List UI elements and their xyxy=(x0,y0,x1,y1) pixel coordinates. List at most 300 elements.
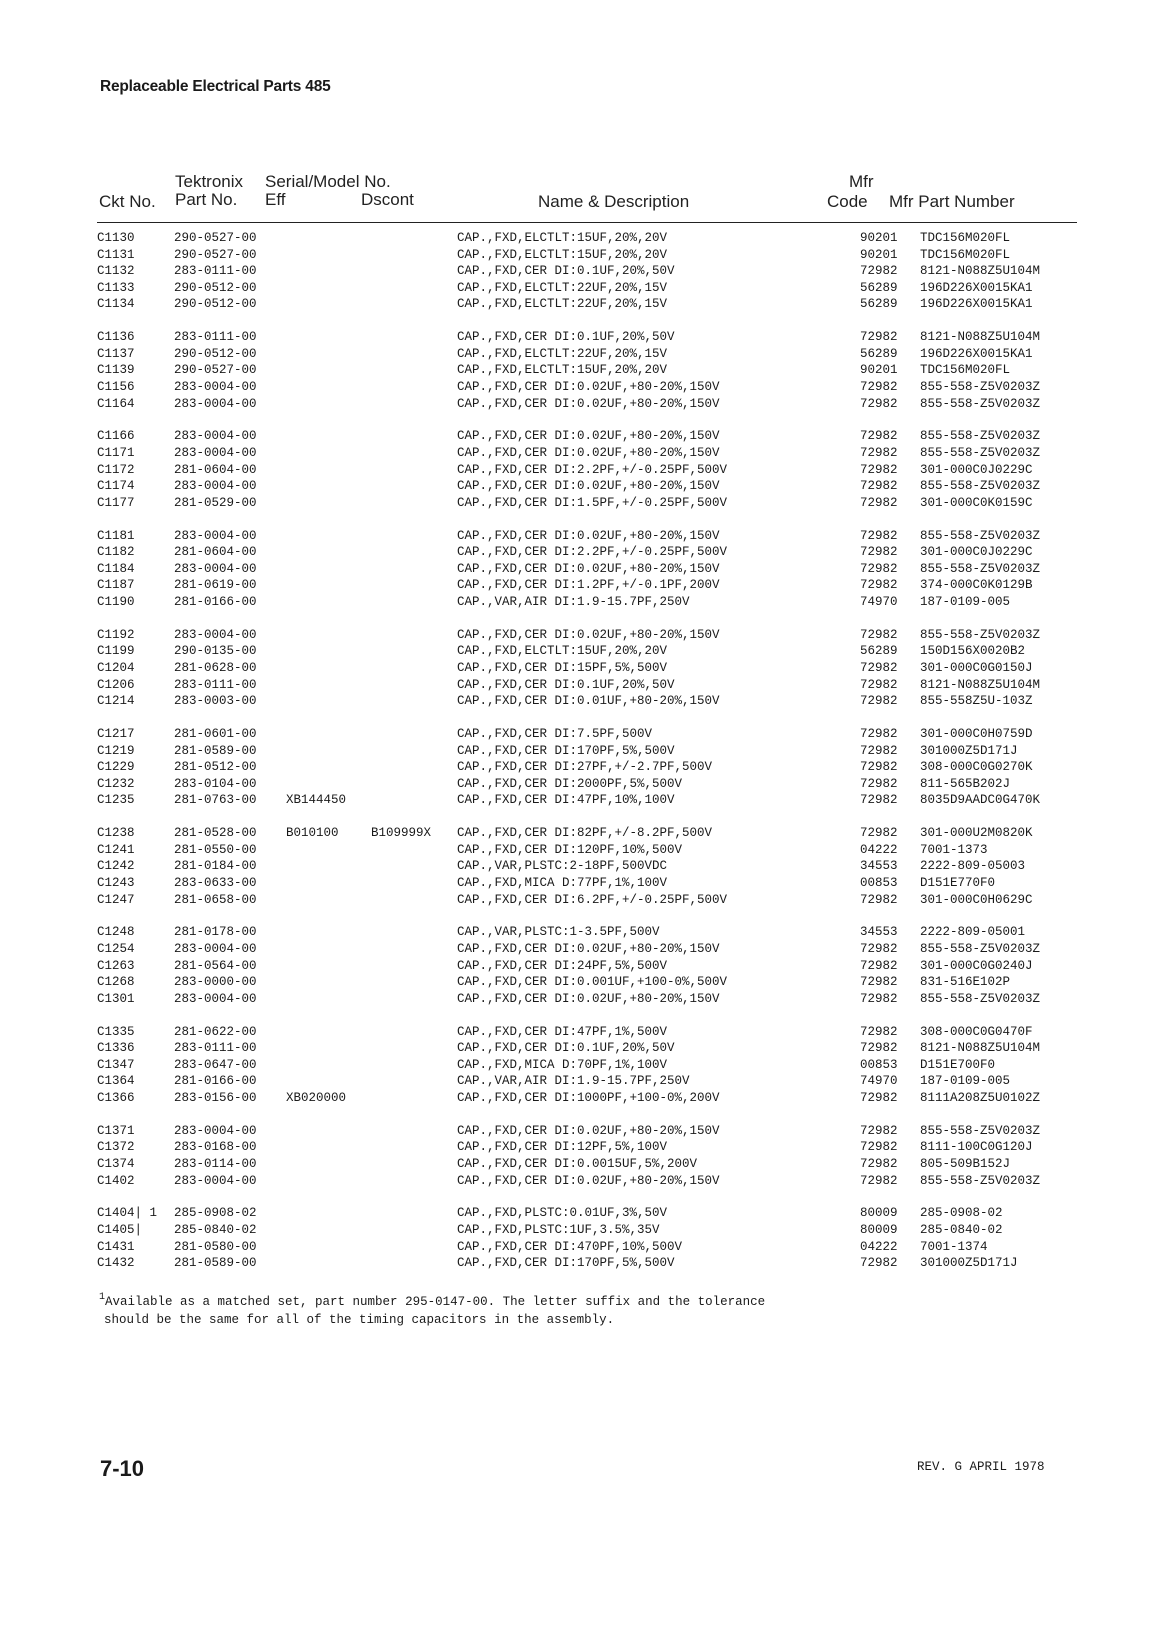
cell-ckt: C1243 xyxy=(97,876,135,890)
cell-desc: CAP.,FXD,CER DI:0.02UF,+80-20%,150V xyxy=(457,942,720,956)
cell-mpn: 855-558-Z5V0203Z xyxy=(920,396,1041,411)
cell-eff: B010100 xyxy=(286,826,339,841)
cell-desc: CAP.,FXD,ELCTLT:15UF,20%,20V xyxy=(457,363,668,378)
cell-code: 72982 xyxy=(860,1123,898,1138)
cell-ckt: C1166 xyxy=(97,429,135,444)
table-row xyxy=(0,1139,1156,1156)
cell-part: 290-0512-00 xyxy=(174,280,257,295)
cell-part: 281-0528-00 xyxy=(174,826,257,841)
cell-ckt: C1190 xyxy=(97,595,135,609)
cell-part: 283-0168-00 xyxy=(174,1140,257,1155)
cell-code: 34553 xyxy=(860,859,898,874)
cell-desc: CAP.,FXD,CER DI:1000PF,+100-0%,200V xyxy=(457,1091,720,1105)
cell-ckt: C1133 xyxy=(97,280,135,295)
cell-part: 281-0763-00 xyxy=(174,793,257,808)
table-row xyxy=(0,1040,1156,1057)
cell-part: 283-0111-00 xyxy=(174,1041,257,1056)
table-row xyxy=(0,495,1156,512)
cell-mpn: 855-558-Z5V0203Z xyxy=(920,1173,1041,1188)
cell-code: 56289 xyxy=(860,346,898,361)
cell-ckt: C1402 xyxy=(97,1173,135,1188)
col-header-serial-model: Serial/Model No. xyxy=(265,172,391,191)
table-row xyxy=(0,445,1156,462)
cell-code: 90201 xyxy=(860,363,898,378)
cell-part: 281-0166-00 xyxy=(174,595,257,609)
cell-mpn: 301-000C0J0229C xyxy=(920,462,1033,477)
cell-part: 283-0004-00 xyxy=(174,942,257,956)
cell-ckt: C1184 xyxy=(97,561,135,576)
cell-code: 72982 xyxy=(860,892,898,907)
cell-ckt: C1177 xyxy=(97,495,135,510)
cell-mpn: 831-516E102P xyxy=(920,975,1011,990)
cell-mpn: TDC156M020FL xyxy=(920,231,1011,245)
cell-code: 72982 xyxy=(860,1140,898,1155)
cell-part: 283-0633-00 xyxy=(174,876,257,890)
cell-desc: CAP.,VAR,PLSTC:1-3.5PF,500V xyxy=(457,925,660,940)
table-row xyxy=(0,594,1156,611)
cell-ckt: C1364 xyxy=(97,1074,135,1089)
cell-part: 283-0111-00 xyxy=(174,330,257,345)
cell-part: 281-0580-00 xyxy=(174,1239,257,1254)
table-row xyxy=(0,924,1156,941)
cell-mpn: 811-565B202J xyxy=(920,776,1011,791)
cell-mpn: D151E770F0 xyxy=(920,876,996,890)
table-row xyxy=(0,296,1156,313)
cell-part: 281-0529-00 xyxy=(174,495,257,510)
cell-mpn: 285-0840-02 xyxy=(920,1223,1003,1237)
cell-part: 281-0619-00 xyxy=(174,578,257,593)
cell-part: 290-0527-00 xyxy=(174,231,257,245)
table-row xyxy=(0,660,1156,677)
cell-part: 285-0908-02 xyxy=(174,1206,257,1221)
footnote-line-1 xyxy=(99,1293,765,1311)
table-row xyxy=(0,362,1156,379)
cell-code: 72982 xyxy=(860,627,898,642)
cell-desc: CAP.,FXD,CER DI:47PF,10%,100V xyxy=(457,793,675,808)
cell-part: 283-0000-00 xyxy=(174,975,257,990)
footnote-marker: 1 xyxy=(99,1292,106,1303)
table-row xyxy=(0,1239,1156,1256)
cell-ckt: C1404| 1 xyxy=(97,1206,158,1221)
cell-part: 283-0111-00 xyxy=(174,264,257,279)
cell-desc: CAP.,FXD,CER DI:6.2PF,+/-0.25PF,500V xyxy=(457,892,728,907)
cell-code: 72982 xyxy=(860,826,898,841)
cell-ckt: C1136 xyxy=(97,330,135,345)
cell-code: 72982 xyxy=(860,1041,898,1056)
cell-desc: CAP.,FXD,CER DI:15PF,5%,500V xyxy=(457,661,668,675)
cell-mpn: D151E700F0 xyxy=(920,1057,996,1072)
cell-code: 72982 xyxy=(860,694,898,709)
col-header-eff: Eff xyxy=(265,190,286,209)
cell-eff: XB144450 xyxy=(286,793,347,808)
col-header-part-no: Part No. xyxy=(175,190,238,209)
cell-code: 72982 xyxy=(860,1256,898,1271)
cell-code: 56289 xyxy=(860,297,898,312)
cell-code: 74970 xyxy=(860,1074,898,1089)
cell-mpn: 805-509B152J xyxy=(920,1157,1011,1171)
cell-mpn: 855-558-Z5V0203Z xyxy=(920,991,1041,1006)
cell-mpn: 2222-809-05003 xyxy=(920,859,1026,874)
table-row xyxy=(0,263,1156,280)
cell-mpn: 308-000C0G0270K xyxy=(920,760,1033,775)
cell-desc: CAP.,FXD,CER DI:0.02UF,+80-20%,150V xyxy=(457,991,720,1006)
table-row xyxy=(0,247,1156,264)
cell-code: 34553 xyxy=(860,925,898,940)
cell-desc: CAP.,FXD,CER DI:0.02UF,+80-20%,150V xyxy=(457,627,720,642)
cell-ckt: C1217 xyxy=(97,727,135,741)
cell-part: 283-0003-00 xyxy=(174,694,257,709)
cell-desc: CAP.,FXD,ELCTLT:15UF,20%,20V xyxy=(457,231,668,245)
table-row xyxy=(0,329,1156,346)
cell-part: 290-0527-00 xyxy=(174,363,257,378)
cell-ckt: C1235 xyxy=(97,793,135,808)
cell-desc: CAP.,FXD,ELCTLT:15UF,20%,20V xyxy=(457,644,668,659)
cell-part: 281-0604-00 xyxy=(174,462,257,477)
table-row xyxy=(0,1205,1156,1222)
cell-part: 283-0104-00 xyxy=(174,776,257,791)
cell-desc: CAP.,VAR,AIR DI:1.9-15.7PF,250V xyxy=(457,595,690,609)
cell-code: 72982 xyxy=(860,479,898,494)
cell-desc: CAP.,FXD,CER DI:1.2PF,+/-0.1PF,200V xyxy=(457,578,720,593)
cell-part: 290-0527-00 xyxy=(174,247,257,262)
cell-ckt: C1372 xyxy=(97,1140,135,1155)
cell-mpn: 8111-100C0G120J xyxy=(920,1140,1033,1155)
cell-ckt: C1214 xyxy=(97,694,135,709)
cell-desc: CAP.,FXD,CER DI:0.02UF,+80-20%,150V xyxy=(457,479,720,494)
cell-part: 281-0628-00 xyxy=(174,661,257,675)
cell-code: 72982 xyxy=(860,545,898,560)
cell-mpn: 150D156X0020B2 xyxy=(920,644,1026,659)
cell-ckt: C1241 xyxy=(97,842,135,857)
cell-mpn: 285-0908-02 xyxy=(920,1206,1003,1221)
cell-part: 281-0658-00 xyxy=(174,892,257,907)
table-row xyxy=(0,280,1156,297)
cell-mpn: 855-558-Z5V0203Z xyxy=(920,1123,1041,1138)
cell-ckt: C1347 xyxy=(97,1057,135,1072)
cell-desc: CAP.,FXD,CER DI:120PF,10%,500V xyxy=(457,842,683,857)
footnote-text-1: Available as a matched set, part number 295-0147-00. The letter suffix and the tolerance xyxy=(105,1295,766,1309)
table-row xyxy=(0,478,1156,495)
cell-desc: CAP.,FXD,CER DI:0.02UF,+80-20%,150V xyxy=(457,1123,720,1138)
cell-part: 290-0135-00 xyxy=(174,644,257,659)
cell-code: 04222 xyxy=(860,842,898,857)
cell-code: 72982 xyxy=(860,380,898,394)
cell-ckt: C1301 xyxy=(97,991,135,1006)
cell-mpn: TDC156M020FL xyxy=(920,363,1011,378)
cell-part: 281-0601-00 xyxy=(174,727,257,741)
cell-code: 80009 xyxy=(860,1206,898,1221)
cell-mpn: 301-000C0G0150J xyxy=(920,661,1033,675)
cell-desc: CAP.,FXD,CER DI:0.02UF,+80-20%,150V xyxy=(457,429,720,444)
table-row xyxy=(0,544,1156,561)
cell-code: 72982 xyxy=(860,991,898,1006)
footnote-line-2: should be the same for all of the timing capacitors in the assembly. xyxy=(104,1313,615,1327)
cell-part: 283-0004-00 xyxy=(174,446,257,460)
cell-ckt: C1254 xyxy=(97,942,135,956)
table-row xyxy=(0,759,1156,776)
cell-ckt: C1156 xyxy=(97,380,135,394)
cell-part: 283-0647-00 xyxy=(174,1057,257,1072)
cell-code: 72982 xyxy=(860,1173,898,1188)
cell-part: 283-0004-00 xyxy=(174,429,257,444)
cell-mpn: 8121-N088Z5U104M xyxy=(920,1041,1041,1056)
cell-desc: CAP.,FXD,ELCTLT:15UF,20%,20V xyxy=(457,247,668,262)
cell-mpn: 8035D9AADC0G470K xyxy=(920,793,1041,808)
cell-ckt: C1263 xyxy=(97,958,135,973)
col-header-code: Code xyxy=(827,192,868,211)
table-row xyxy=(0,561,1156,578)
cell-ckt: C1432 xyxy=(97,1256,135,1271)
table-row xyxy=(0,428,1156,445)
cell-code: 00853 xyxy=(860,876,898,890)
table-row xyxy=(0,528,1156,545)
table-row xyxy=(0,462,1156,479)
cell-part: 281-0184-00 xyxy=(174,859,257,874)
cell-ckt: C1139 xyxy=(97,363,135,378)
table-row xyxy=(0,825,1156,842)
cell-mpn: 301000Z5D171J xyxy=(920,743,1018,758)
table-row xyxy=(0,677,1156,694)
table-row xyxy=(0,743,1156,760)
cell-mpn: 196D226X0015KA1 xyxy=(920,297,1033,312)
cell-ckt: C1335 xyxy=(97,1024,135,1039)
cell-ckt: C1131 xyxy=(97,247,135,262)
cell-mpn: 187-0109-005 xyxy=(920,1074,1011,1089)
cell-desc: CAP.,FXD,CER DI:27PF,+/-2.7PF,500V xyxy=(457,760,713,775)
cell-desc: CAP.,FXD,CER DI:7.5PF,500V xyxy=(457,727,653,741)
cell-ckt: C1181 xyxy=(97,528,135,543)
cell-code: 72982 xyxy=(860,561,898,576)
cell-part: 281-0564-00 xyxy=(174,958,257,973)
cell-part: 283-0004-00 xyxy=(174,1173,257,1188)
table-row xyxy=(0,379,1156,396)
cell-desc: CAP.,FXD,CER DI:170PF,5%,500V xyxy=(457,1256,675,1271)
cell-mpn: 374-000C0K0129B xyxy=(920,578,1033,593)
cell-mpn: 301-000C0H0629C xyxy=(920,892,1033,907)
table-row xyxy=(0,1057,1156,1074)
cell-mpn: 301-000C0K0159C xyxy=(920,495,1033,510)
table-row xyxy=(0,842,1156,859)
cell-ckt: C1268 xyxy=(97,975,135,990)
cell-mpn: TDC156M020FL xyxy=(920,247,1011,262)
cell-desc: CAP.,FXD,CER DI:470PF,10%,500V xyxy=(457,1239,683,1254)
table-row xyxy=(0,858,1156,875)
cell-part: 281-0178-00 xyxy=(174,925,257,940)
cell-desc: CAP.,FXD,MICA D:77PF,1%,100V xyxy=(457,876,668,890)
cell-desc: CAP.,FXD,CER DI:170PF,5%,500V xyxy=(457,743,675,758)
table-row xyxy=(0,346,1156,363)
cell-part: 283-0004-00 xyxy=(174,561,257,576)
cell-mpn: 308-000C0G0470F xyxy=(920,1024,1033,1039)
cell-code: 72982 xyxy=(860,528,898,543)
table-row xyxy=(0,875,1156,892)
cell-ckt: C1171 xyxy=(97,446,135,460)
cell-mpn: 8121-N088Z5U104M xyxy=(920,330,1041,345)
cell-mpn: 301-000C0G0240J xyxy=(920,958,1033,973)
cell-ckt: C1238 xyxy=(97,826,135,841)
cell-ckt: C1134 xyxy=(97,297,135,312)
cell-part: 290-0512-00 xyxy=(174,297,257,312)
cell-desc: CAP.,FXD,CER DI:0.02UF,+80-20%,150V xyxy=(457,561,720,576)
cell-ckt: C1242 xyxy=(97,859,135,874)
cell-code: 72982 xyxy=(860,1091,898,1105)
cell-ckt: C1374 xyxy=(97,1157,135,1171)
cell-code: 72982 xyxy=(860,578,898,593)
col-header-mfr-part-number: Mfr Part Number xyxy=(889,192,1015,211)
table-row xyxy=(0,693,1156,710)
cell-code: 74970 xyxy=(860,595,898,609)
cell-ckt: C1247 xyxy=(97,892,135,907)
cell-desc: CAP.,FXD,CER DI:0.02UF,+80-20%,150V xyxy=(457,396,720,411)
cell-ckt: C1187 xyxy=(97,578,135,593)
cell-desc: CAP.,FXD,CER DI:0.02UF,+80-20%,150V xyxy=(457,380,720,394)
cell-desc: CAP.,FXD,CER DI:2000PF,5%,500V xyxy=(457,776,683,791)
cell-mpn: 855-558-Z5V0203Z xyxy=(920,561,1041,576)
cell-code: 72982 xyxy=(860,330,898,345)
cell-code: 72982 xyxy=(860,264,898,279)
cell-code: 72982 xyxy=(860,429,898,444)
cell-desc: CAP.,FXD,CER DI:1.5PF,+/-0.25PF,500V xyxy=(457,495,728,510)
cell-part: 281-0512-00 xyxy=(174,760,257,775)
cell-desc: CAP.,FXD,CER DI:12PF,5%,100V xyxy=(457,1140,668,1155)
cell-mpn: 301000Z5D171J xyxy=(920,1256,1018,1271)
table-row xyxy=(0,577,1156,594)
table-row xyxy=(0,627,1156,644)
cell-code: 72982 xyxy=(860,942,898,956)
cell-mpn: 855-558-Z5V0203Z xyxy=(920,429,1041,444)
cell-desc: CAP.,FXD,ELCTLT:22UF,20%,15V xyxy=(457,297,668,312)
cell-code: 00853 xyxy=(860,1057,898,1072)
cell-code: 72982 xyxy=(860,958,898,973)
table-row xyxy=(0,974,1156,991)
col-header-tektronix: Tektronix xyxy=(175,172,244,191)
cell-desc: CAP.,FXD,CER DI:0.01UF,+80-20%,150V xyxy=(457,694,720,709)
cell-code: 72982 xyxy=(860,661,898,675)
cell-desc: CAP.,FXD,PLSTC:1UF,3.5%,35V xyxy=(457,1223,660,1237)
cell-part: 283-0004-00 xyxy=(174,627,257,642)
cell-ckt: C1248 xyxy=(97,925,135,940)
table-row xyxy=(0,726,1156,743)
cell-part: 290-0512-00 xyxy=(174,346,257,361)
cell-part: 283-0004-00 xyxy=(174,528,257,543)
cell-code: 90201 xyxy=(860,247,898,262)
cell-desc: CAP.,FXD,CER DI:0.1UF,20%,50V xyxy=(457,264,675,279)
cell-mpn: 7001-1373 xyxy=(920,842,988,857)
cell-desc: CAP.,FXD,ELCTLT:22UF,20%,15V xyxy=(457,280,668,295)
cell-mpn: 855-558-Z5V0203Z xyxy=(920,942,1041,956)
cell-code: 72982 xyxy=(860,975,898,990)
cell-part: 281-0622-00 xyxy=(174,1024,257,1039)
table-row xyxy=(0,1024,1156,1041)
cell-ckt: C1130 xyxy=(97,231,135,245)
cell-mpn: 855-558-Z5V0203Z xyxy=(920,528,1041,543)
cell-part: 283-0004-00 xyxy=(174,479,257,494)
cell-desc: CAP.,FXD,CER DI:24PF,5%,500V xyxy=(457,958,668,973)
cell-part: 283-0156-00 xyxy=(174,1091,257,1105)
cell-ckt: C1232 xyxy=(97,776,135,791)
table-row xyxy=(0,958,1156,975)
cell-desc: CAP.,FXD,CER DI:2.2PF,+/-0.25PF,500V xyxy=(457,462,728,477)
cell-ckt: C1132 xyxy=(97,264,135,279)
table-row xyxy=(0,230,1156,247)
cell-code: 56289 xyxy=(860,644,898,659)
cell-code: 90201 xyxy=(860,231,898,245)
cell-code: 72982 xyxy=(860,1024,898,1039)
cell-desc: CAP.,FXD,CER DI:0.1UF,20%,50V xyxy=(457,330,675,345)
cell-code: 80009 xyxy=(860,1223,898,1237)
cell-desc: CAP.,FXD,CER DI:47PF,1%,500V xyxy=(457,1024,668,1039)
cell-desc: CAP.,FXD,CER DI:82PF,+/-8.2PF,500V xyxy=(457,826,713,841)
cell-code: 72982 xyxy=(860,396,898,411)
table-row xyxy=(0,1173,1156,1190)
cell-ckt: C1182 xyxy=(97,545,135,560)
cell-code: 72982 xyxy=(860,677,898,692)
cell-desc: CAP.,FXD,ELCTLT:22UF,20%,15V xyxy=(457,346,668,361)
cell-part: 281-0550-00 xyxy=(174,842,257,857)
cell-code: 56289 xyxy=(860,280,898,295)
cell-part: 281-0166-00 xyxy=(174,1074,257,1089)
cell-code: 72982 xyxy=(860,727,898,741)
cell-part: 285-0840-02 xyxy=(174,1223,257,1237)
table-row xyxy=(0,892,1156,909)
cell-code: 72982 xyxy=(860,793,898,808)
cell-mpn: 7001-1374 xyxy=(920,1239,988,1254)
cell-mpn: 8121-N088Z5U104M xyxy=(920,264,1041,279)
cell-desc: CAP.,FXD,MICA D:70PF,1%,100V xyxy=(457,1057,668,1072)
cell-desc: CAP.,VAR,PLSTC:2-18PF,500VDC xyxy=(457,859,668,874)
table-row xyxy=(0,792,1156,809)
table-row xyxy=(0,1156,1156,1173)
cell-desc: CAP.,FXD,PLSTC:0.01UF,3%,50V xyxy=(457,1206,668,1221)
cell-eff: XB020000 xyxy=(286,1091,347,1105)
col-header-mfr: Mfr xyxy=(849,172,874,191)
cell-desc: CAP.,FXD,CER DI:0.0015UF,5%,200V xyxy=(457,1157,698,1171)
table-row xyxy=(0,941,1156,958)
cell-desc: CAP.,FXD,CER DI:2.2PF,+/-0.25PF,500V xyxy=(457,545,728,560)
table-row xyxy=(0,1255,1156,1272)
col-header-dscont: Dscont xyxy=(361,190,414,209)
cell-ckt: C1371 xyxy=(97,1123,135,1138)
cell-ckt: C1206 xyxy=(97,677,135,692)
cell-ckt: C1204 xyxy=(97,661,135,675)
cell-mpn: 855-558Z5U-103Z xyxy=(920,694,1033,709)
cell-mpn: 855-558-Z5V0203Z xyxy=(920,479,1041,494)
cell-part: 283-0004-00 xyxy=(174,1123,257,1138)
cell-ckt: C1137 xyxy=(97,346,135,361)
cell-desc: CAP.,FXD,CER DI:0.02UF,+80-20%,150V xyxy=(457,446,720,460)
cell-ckt: C1199 xyxy=(97,644,135,659)
cell-part: 281-0604-00 xyxy=(174,545,257,560)
cell-ckt: C1219 xyxy=(97,743,135,758)
cell-part: 283-0111-00 xyxy=(174,677,257,692)
cell-code: 72982 xyxy=(860,1157,898,1171)
cell-part: 281-0589-00 xyxy=(174,1256,257,1271)
page-title: Replaceable Electrical Parts 485 xyxy=(100,78,331,95)
table-row xyxy=(0,396,1156,413)
cell-code: 72982 xyxy=(860,462,898,477)
table-row xyxy=(0,643,1156,660)
cell-part: 283-0004-00 xyxy=(174,380,257,394)
cell-ckt: C1174 xyxy=(97,479,135,494)
cell-ckt: C1192 xyxy=(97,627,135,642)
col-header-ckt-no: Ckt No. xyxy=(99,192,156,211)
cell-mpn: 187-0109-005 xyxy=(920,595,1011,609)
cell-desc: CAP.,FXD,CER DI:0.1UF,20%,50V xyxy=(457,677,675,692)
cell-mpn: 855-558-Z5V0203Z xyxy=(920,380,1041,394)
table-row xyxy=(0,1090,1156,1107)
cell-ckt: C1172 xyxy=(97,462,135,477)
cell-desc: CAP.,VAR,AIR DI:1.9-15.7PF,250V xyxy=(457,1074,690,1089)
